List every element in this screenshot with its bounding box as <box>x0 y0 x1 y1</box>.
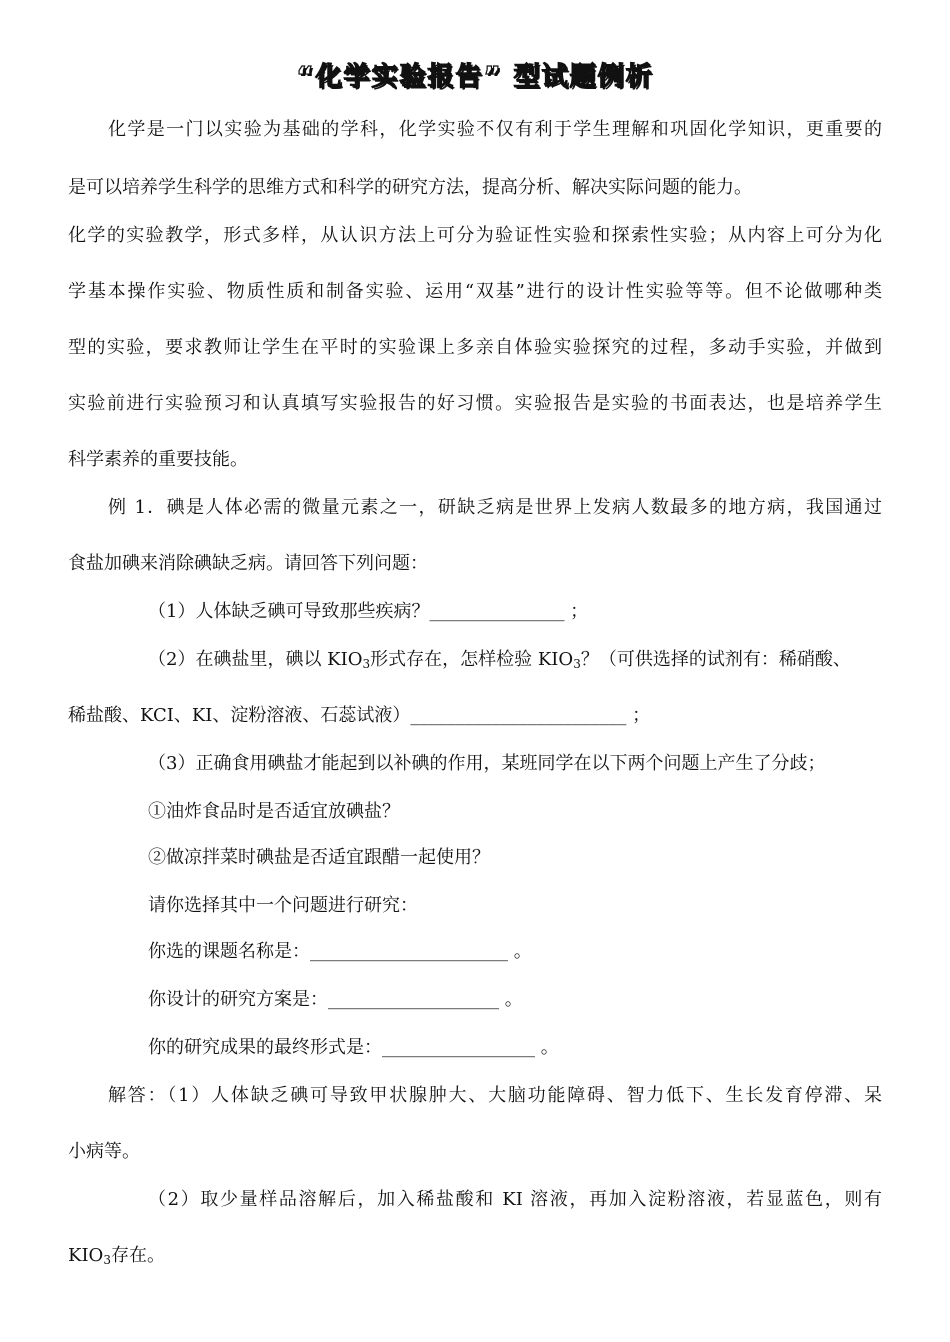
question-3-plan-blank: 你设计的研究方案是：___________________ 。 <box>148 989 523 1010</box>
question-3-option-2: ②做凉拌菜时碘盐是否适宜跟醋一起使用？ <box>148 847 490 868</box>
answer-2-text-a: KIO <box>68 1245 104 1266</box>
question-2-line-2: 稀盐酸、KCI、KI、淀粉溶液、石蕊试液）________________________ ； <box>68 705 651 726</box>
question-2-line-1 <box>148 648 851 676</box>
question-3-option-1: ①油炸食品时是否适宜放碘盐？ <box>148 801 400 822</box>
intro-paragraph-2-line-3: 型的实验，要求教师让学生在平时的实验课上多亲自体验实验探究的过程，多动手实验，并做到 <box>68 337 882 358</box>
intro-paragraph-1-line-1: 化学是一门以实验为基础的学科，化学实验不仅有利于学生理解和巩固化学知识，更重要的 <box>108 119 882 140</box>
intro-paragraph-2-line-2: 学基本操作实验、物质性质和制备实验、运用“双基”进行的设计性实验等等。但不论做哪种类 <box>68 281 882 302</box>
example-1-line-2: 食盐加碘来消除碘缺乏病。请回答下列问题： <box>68 553 428 574</box>
question-3: （3）正确食用碘盐才能起到以补碘的作用，某班同学在以下两个问题上产生了分歧； <box>148 753 826 774</box>
intro-paragraph-2-line-4: 实验前进行实验预习和认真填写实验报告的好习惯。实验报告是实验的书面表达，也是培养学生 <box>68 393 882 414</box>
question-2-text-b: 形式存在，怎样检验 KIO <box>370 649 574 670</box>
question-3-topic-blank: 你选的课题名称是：______________________ 。 <box>148 941 532 962</box>
intro-paragraph-1-line-2: 是可以培养学生科学的思维方式和科学的研究方法，提高分析、解决实际问题的能力。 <box>68 177 752 198</box>
answer-2-text-b: 存在。 <box>110 1245 165 1266</box>
example-1-line-1: 例 1．碘是人体必需的微量元素之一，研缺乏病是世界上发病人数最多的地方病，我国通过 <box>108 497 882 518</box>
intro-paragraph-2-line-5: 科学素养的重要技能。 <box>68 449 248 470</box>
subscript-3: 3 <box>573 657 581 671</box>
answer-1-line-2: 小病等。 <box>68 1141 140 1162</box>
answer-1-line-1: 解答：（1）人体缺乏碘可导致甲状腺肿大、大脑功能障碍、智力低下、生长发育停滞、呆 <box>108 1085 882 1106</box>
question-2-text-a: （2）在碘盐里，碘以 KIO <box>148 649 363 670</box>
question-3-result-blank: 你的研究成果的最终形式是：_________________ 。 <box>148 1037 559 1058</box>
answer-2-line-1: （2）取少量样品溶解后，加入稀盐酸和 KI 溶液，再加入淀粉溶液，若显蓝色，则有 <box>148 1189 882 1210</box>
subscript-3: 3 <box>362 657 371 671</box>
subscript-3: 3 <box>103 1253 111 1267</box>
question-3-prompt: 请你选择其中一个问题进行研究： <box>148 895 418 916</box>
question-1: （1）人体缺乏碘可导致那些疾病？_______________ ； <box>148 601 589 622</box>
answer-2-line-2 <box>68 1244 165 1272</box>
document-title: “化学实验报告” 型试题例析 <box>296 62 654 92</box>
intro-paragraph-2-line-1: 化学的实验教学，形式多样，从认识方法上可分为验证性实验和探索性实验；从内容上可分为化 <box>68 225 882 246</box>
question-2-text-c: ？（可供选择的试剂有：稀硝酸、 <box>580 649 851 670</box>
